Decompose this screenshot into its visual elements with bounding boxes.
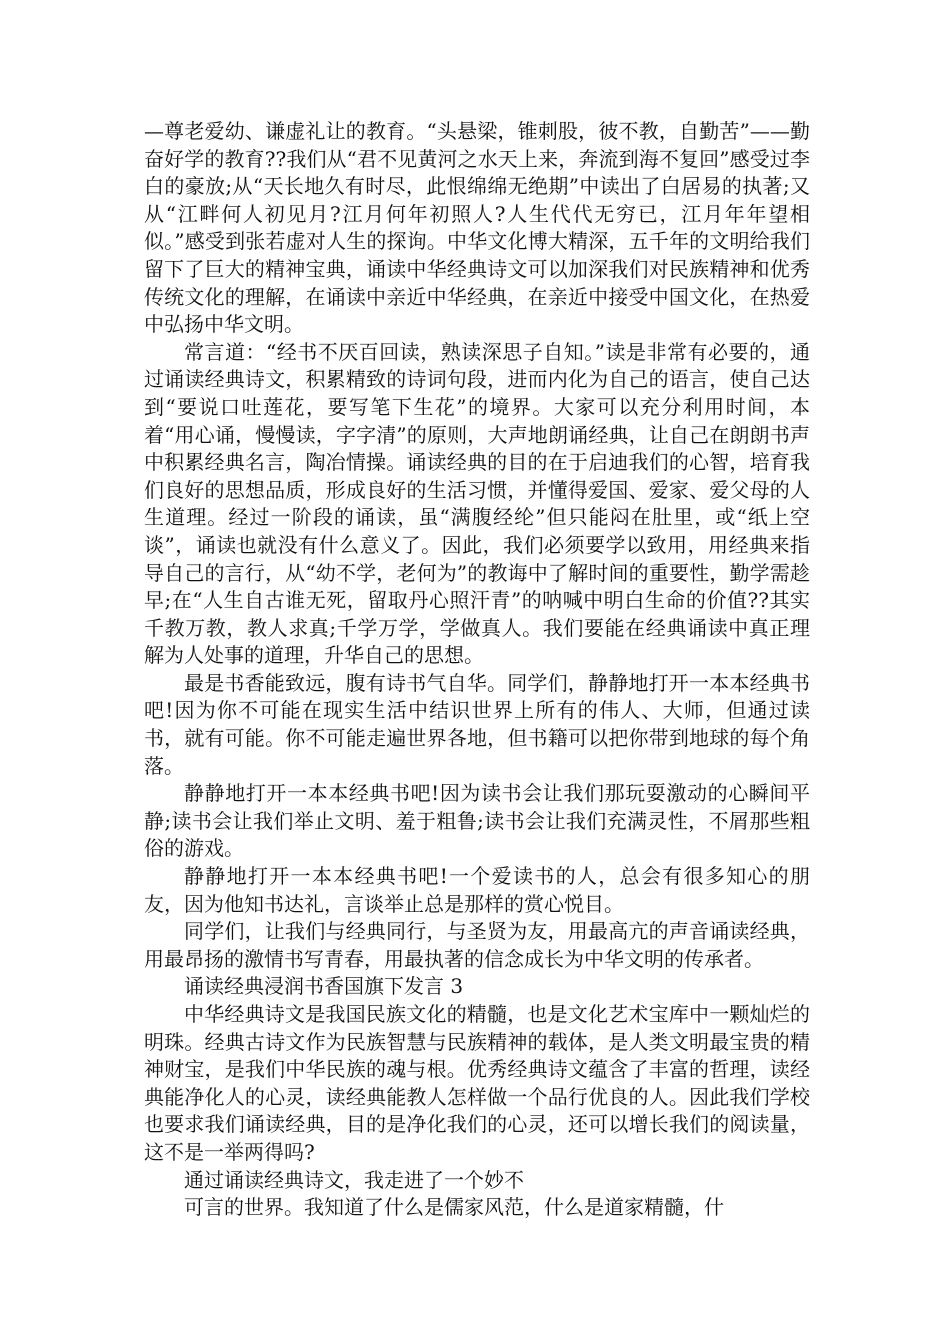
paragraph-3: 最是书香能致远，腹有诗书气自华。同学们，静静地打开一本本经典书吧!因为你不可能在现实生活中结识世界上所有的伟人、大师，但通过读书，就有可能。你不可能走遍世界各地，但书籍可以把你带到地球的每个角落。 (144, 670, 810, 778)
section-heading: 诵读经典浸润书香国旗下发言 3 (184, 974, 464, 999)
document-body (144, 118, 810, 1222)
paragraph-4: 静静地打开一本本经典书吧!因为读书会让我们那玩耍激动的心瞬间平静;读书会让我们举止文明、羞于粗鲁;读书会让我们充满灵性，不屑那些粗俗的游戏。 (144, 781, 810, 861)
paragraph-8: 通过诵读经典诗文，我走进了一个妙不 (184, 1167, 524, 1192)
paragraph-1: —尊老爱幼、谦虚礼让的教育。“头悬梁，锥刺股，彼不教，自勤苦”——勤奋好学的教育??我们从“君不见黄河之水天上来，奔流到海不复回”感受过李白的豪放;从“天长地久有时尽，此恨绵绵无绝期”中读出了白居易的执著;又从“江畔何人初见月?江月何年初照人?人生代代无穷已，江月年年望相似。”感受到张若虚对人生的探询。中华文化博大精深，五千年的文明给我们留下了巨大的精神宝典，诵读中华经典诗文可以加深我们对民族精神和优秀传统文化的理解，在诵读中亲近中华经典，在亲近中接受中国文化，在热爱中弘扬中华文明。 (144, 119, 810, 337)
paragraph-7: 中华经典诗文是我国民族文化的精髓，也是文化艺术宝库中一颗灿烂的明珠。经典古诗文作为民族智慧与民族精神的载体，是人类文明最宝贵的精神财宝，是我们中华民族的魂与根。优秀经典诗文蕴含了丰富的哲理，读经典能净化人的心灵，读经典能教人怎样做一个品行优良的人。因此我们学校也要求我们诵读经典，目的是净化我们的心灵，还可以增长我们的阅读量，这不是一举两得吗? (144, 1002, 810, 1164)
paragraph-5: 静静地打开一本本经典书吧!一个爱读书的人，总会有很多知心的朋友，因为他知书达礼，言谈举止总是那样的赏心悦目。 (144, 864, 810, 916)
paragraph-9: 可言的世界。我知道了什么是儒家风范，什么是道家精髓，什 (184, 1195, 724, 1220)
paragraph-2: 常言道：“经书不厌百回读，熟读深思子自知。”读是非常有必要的，通过诵读经典诗文，积累精致的诗词句段，进而内化为自己的语言，使自己达到“要说口吐莲花，要写笔下生花”的境界。大家可以充分利用时间，本着“用心诵，慢慢读，字字清”的原则，大声地朗诵经典，让自己在朗朗书声中积累经典名言，陶冶情操。诵读经典的目的在于启迪我们的心智，培育我们良好的思想品质，形成良好的生活习惯，并懂得爱国、爱家、爱父母的人生道理。经过一阶段的诵读，虽“满腹经纶”但只能闷在肚里，或“纸上空谈”，诵读也就没有什么意义了。因此，我们必须要学以致用，用经典来指导自己的言行，从“幼不学，老何为”的教诲中了解时间的重要性，勤学需趁早;在“人生自古谁无死，留取丹心照汗青”的呐喊中明白生命的价值??其实千教万教，教人求真;千学万学，学做真人。我们要能在经典诵读中真正理解为人处事的道理，升华自己的思想。 (144, 339, 810, 668)
paragraph-6: 同学们，让我们与经典同行，与圣贤为友，用最高亢的声音诵读经典，用最昂扬的激情书写青春，用最执著的信念成长为中华文明的传承者。 (144, 919, 810, 971)
